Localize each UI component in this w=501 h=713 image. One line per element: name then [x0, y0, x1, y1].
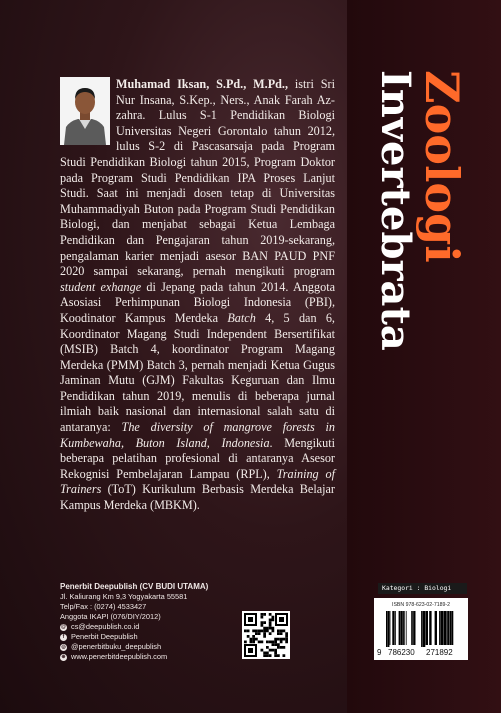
facebook-icon: f: [60, 634, 67, 641]
bio-text: di Jepang pada tahun 2014. Anggota Asosiasi Perhimpunan Biologi Indonesia (PBI), Koodinator Kampus Merdeka: [60, 279, 335, 325]
bio-italic: Training of Trainers: [60, 466, 335, 497]
publisher-phone: Telp/Fax : (0274) 4533427: [60, 602, 147, 611]
instagram-icon: ◎: [61, 643, 66, 650]
bio-text: istri Sri Nur Insana, S.Kep., Ners., Anak Farah Az-zahra. Lulus S-1 Pendidikan Biologi Universitas Negeri Gorontalo tahun 2012, lulus S-2 di Pascasarsaja pada Program Studi Pendidikan Biologi tahun 2015, Program Doktor pada Program Studi Pendidikan IPA Proses Lanjut Studi. Saat ini menjadi dosen tetap di Universitas Muhammadiyah Buton pada Program Studi Pendidikan Biologi, dan menjabat sebagai Ketua Lembaga Pendidikan dan Pengajaran tahun 2019-sekarang, pengalaman karier menjadi asesor BAN PAUD PNF 2020 sampai sekarang, pernah mengikuti program: [60, 77, 335, 279]
author-biography: [60, 77, 335, 514]
publisher-email: cs@deepublish.co.id: [71, 622, 140, 631]
publisher-address: Jl. Kaliurang Km 9,3 Yogyakarta 55581: [60, 592, 188, 601]
publisher-ikapi: Anggota IKAPI (076/DIY/2012): [60, 612, 161, 621]
bio-italic: student exhange: [60, 279, 142, 294]
title-zoologi: Zoologi: [415, 70, 469, 263]
bio-text: (ToT) Kurikulum Berbasis Merdeka Belajar Kampus Merdeka (MBKM).: [60, 482, 335, 513]
barcode-digit-prefix: 9: [377, 648, 382, 657]
bio-text: 4, 5 dan 6, Koordinator Magang Studi Independent Bersertifikat (MSIB) Batch 4, koordinator Program Magang Merdeka (PMM) Batch 3, pernah menjadi Ketua Gugus Jaminan Mutu (GJM) Fakultas Keguruan dan Ilmu Pendidikan tahun 2019, menulis di beberapa jurnal ilmiah baik nasional dan internasional salah satu di antaranya:: [60, 310, 335, 435]
bio-italic: The diversity of mangrove forests in Kumbewaha, Buton Island, Indonesia: [60, 420, 336, 450]
category-label: Kategori : Biologi: [378, 583, 467, 594]
publisher-website: www.penerbitdeepublish.com: [71, 652, 168, 661]
globe-icon: ⊕: [61, 653, 66, 660]
isbn-barcode: [374, 598, 468, 660]
publisher-info: [60, 582, 208, 662]
email-icon: @: [61, 623, 66, 630]
barcode-bars: [386, 611, 458, 647]
bio-text: . Mengikuti beberapa pelatihan profesional di antaranya Asesor Rekognisi Pembelajaran Lampau (RPL),: [60, 435, 335, 481]
barcode-digits-left: 786230: [388, 648, 415, 657]
publisher-name: Penerbit Deepublish (CV BUDI UTAMA): [60, 582, 209, 591]
isbn-text: ISBN 978-623-02-7189-2: [392, 602, 450, 608]
qr-code: [242, 611, 290, 659]
bio-italic: Batch: [227, 310, 256, 325]
title-invertebrata: Invertebrata: [372, 70, 419, 351]
publisher-instagram: @penerbitbuku_deepublish: [71, 642, 162, 651]
publisher-facebook: Penerbit Deepublish: [71, 632, 138, 641]
barcode-digits-right: 271892: [426, 648, 453, 657]
book-title: [372, 70, 472, 370]
author-name: Muhamad Iksan, S.Pd., M.Pd.,: [116, 77, 289, 91]
